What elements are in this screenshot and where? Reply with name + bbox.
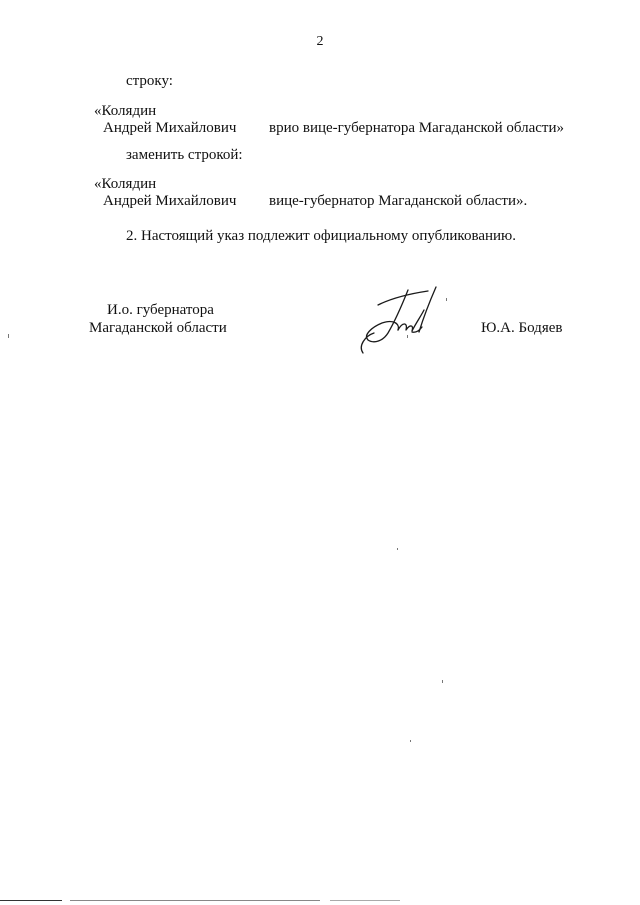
bottom-edge-rule (70, 900, 320, 901)
scan-speck (410, 740, 411, 742)
new-entry-name: Андрей Михайлович (103, 193, 237, 209)
signer-title-line2: Магаданской области (89, 320, 227, 336)
old-entry-surname: «Колядин (94, 103, 157, 119)
scan-speck (397, 548, 398, 550)
old-line-label: строку: (126, 73, 173, 89)
new-line-label: заменить строкой: (126, 147, 243, 163)
scan-speck (8, 334, 9, 338)
scan-speck (442, 680, 443, 683)
scan-speck (446, 298, 447, 301)
old-entry-name: Андрей Михайлович (103, 120, 237, 136)
new-entry-surname: «Колядин (94, 176, 157, 192)
bottom-edge-rule (0, 900, 62, 901)
signer-title-line1: И.о. губернатора (107, 302, 214, 318)
old-entry-position: врио вице-губернатора Магаданской области» (269, 120, 564, 136)
handwritten-signature (350, 283, 450, 355)
clause-2: 2. Настоящий указ подлежит официальному опубликованию. (126, 228, 517, 244)
bottom-edge-rule (330, 900, 400, 901)
page-number: 2 (316, 34, 324, 49)
scan-speck (407, 335, 408, 338)
signer-name: Ю.А. Бодяев (481, 320, 563, 336)
new-entry-position: вице-губернатор Магаданской области». (269, 193, 528, 209)
